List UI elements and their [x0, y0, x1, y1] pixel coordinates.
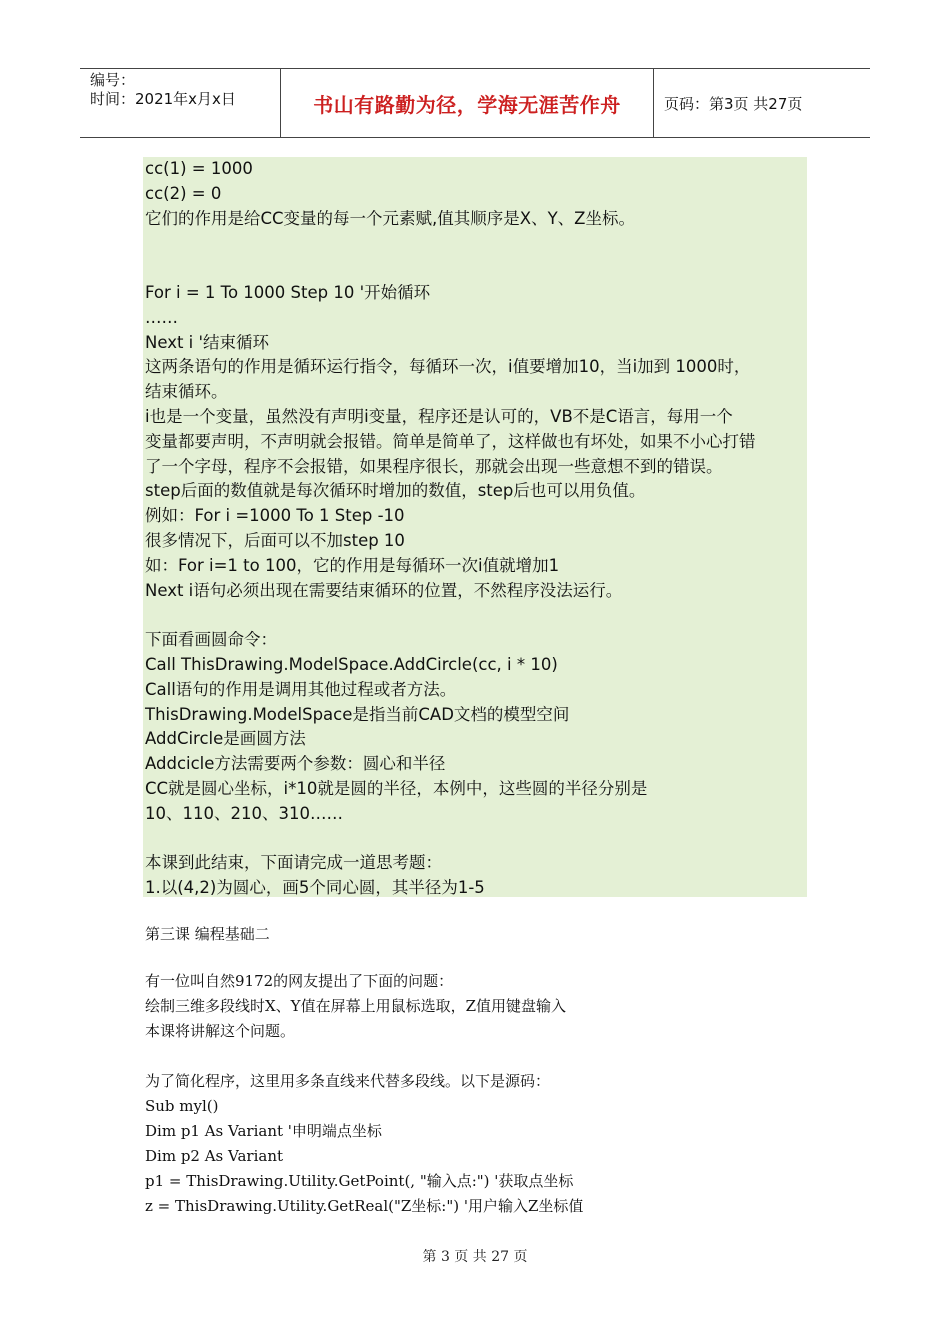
- text-line: Addcicle方法需要两个参数：圆心和半径: [145, 754, 446, 774]
- text-line: cc(1) = 1000: [145, 159, 253, 178]
- page-footer: 第 3 页 共 27 页: [422, 1249, 528, 1265]
- text-line: step后面的数值就是每次循环时增加的数值，step后也可以用负值。: [145, 481, 646, 501]
- text-line: [145, 256, 805, 281]
- text-line: 这两条语句的作用是循环运行指令，每循环一次，i值要增加10，当i加到 1000时，: [145, 357, 751, 377]
- time-label: 时间：2021年x月x日: [90, 90, 236, 108]
- text-line: 为了简化程序，这里用多条直线来代替多段线。以下是源码：: [145, 1071, 551, 1090]
- text-line: Call ThisDrawing.ModelSpace.AddCircle(cc, i * 10): [145, 654, 558, 674]
- text-line: 本课将讲解这个问题。: [145, 1022, 296, 1040]
- text-line: For i = 1 To 1000 Step 10 '开始循环: [145, 282, 431, 302]
- text-line: ……: [145, 307, 178, 327]
- text-line: cc(2) = 0: [145, 183, 222, 203]
- text-line: 变量都要声明，不声明就会报错。简单是简单了，这样做也有坏处，如果不小心打错: [145, 431, 756, 451]
- text-line: ThisDrawing.ModelSpace是指当前CAD文档的模型空间: [145, 704, 570, 724]
- text-line: 10、110、210、310……: [145, 803, 343, 823]
- text-line: 结束循环。: [145, 382, 228, 402]
- text-line: i也是一个变量，虽然没有声明i变量，程序还是认可的，VB不是C语言，每用一个: [145, 406, 733, 426]
- text-line: [145, 231, 805, 256]
- text-line: AddCircle是画圆方法: [145, 729, 306, 749]
- text-line: CC就是圆心坐标，i*10就是圆的半径，本例中，这些圆的半径分别是: [145, 778, 648, 798]
- text-line: Dim p2 As Variant: [145, 1146, 284, 1165]
- text-line: 1.以(4,2)为圆心，画5个同心圆，其半径为1-5: [145, 878, 485, 898]
- page-header: [80, 68, 870, 138]
- text-line: Call语句的作用是调用其他过程或者方法。: [145, 679, 457, 699]
- text-line: 了一个字母，程序不会报错，如果程序很长，那就会出现一些意想不到的错误。: [145, 456, 723, 476]
- text-line: [145, 1044, 845, 1069]
- text-line: [145, 827, 805, 852]
- text-line: 有一位叫自然9172的网友提出了下面的问题：: [145, 972, 454, 990]
- text-line: p1 = ThisDrawing.Utility.GetPoint(, "输入点:") '获取点坐标: [145, 1171, 574, 1190]
- lesson-body: [145, 969, 845, 1219]
- text-line: 例如：For i =1000 To 1 Step -10: [145, 506, 405, 526]
- serial-label: 编号：: [90, 71, 136, 89]
- text-line: Next i '结束循环: [145, 332, 270, 352]
- header-meta: [80, 69, 281, 137]
- text-line: Dim p1 As Variant '申明端点坐标: [145, 1121, 382, 1140]
- lesson-title: 第三课 编程基础二: [145, 925, 270, 943]
- text-line: 很多情况下，后面可以不加step 10: [145, 530, 405, 550]
- text-line: Sub myl(): [145, 1096, 219, 1115]
- text-line: 它们的作用是给CC变量的每一个元素赋,值其顺序是X、Y、Z坐标。: [145, 208, 635, 228]
- text-line: Next i语句必须出现在需要结束循环的位置，不然程序没法运行。: [145, 580, 623, 600]
- text-line: 绘制三维多段线时X、Y值在屏幕上用鼠标选取，Z值用键盘输入: [145, 997, 567, 1015]
- text-line: 下面看画圆命令：: [145, 630, 277, 650]
- text-line: 如：For i=1 to 100，它的作用是每循环一次i值就增加1: [145, 555, 560, 575]
- header-page-info: 页码：第3页 共27页: [664, 94, 803, 113]
- text-line: [145, 603, 805, 628]
- header-motto: 书山有路勤为径，学海无涯苦作舟: [281, 69, 654, 137]
- text-line: z = ThisDrawing.Utility.GetReal("Z坐标:") '用户输入Z坐标值: [145, 1196, 584, 1215]
- highlighted-text: [145, 157, 805, 901]
- text-line: 本课到此结束，下面请完成一道思考题：: [145, 853, 442, 873]
